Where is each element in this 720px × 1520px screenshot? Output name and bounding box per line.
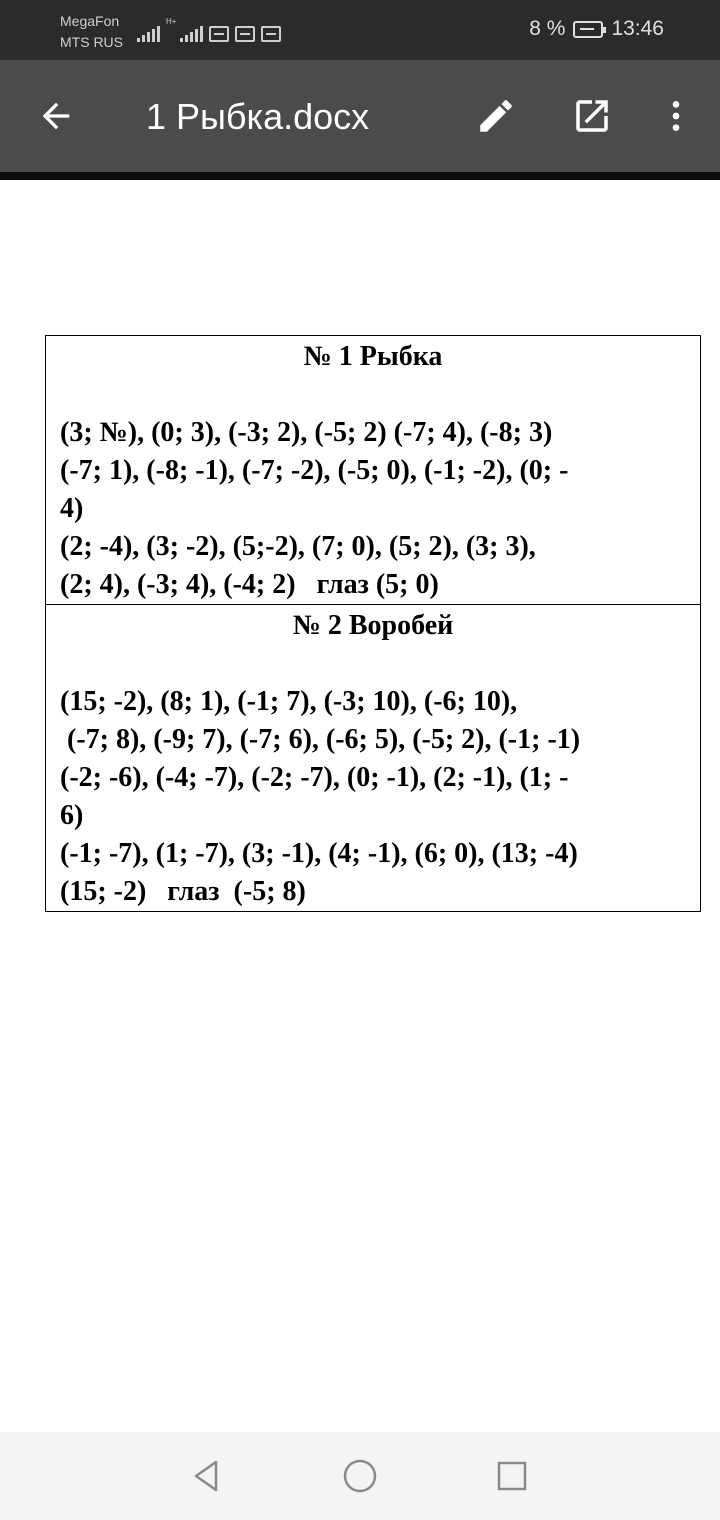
section-heading: № 1 Рыбка — [303, 341, 443, 372]
open-external-button[interactable] — [564, 88, 620, 144]
table-row — [46, 605, 701, 912]
battery-percent: 8 % — [529, 17, 566, 40]
table-row — [46, 336, 701, 605]
section-fish — [46, 336, 701, 605]
coords-line: (-1; -7), (1; -7), (3; -1), (4; -1), (6; 0), (13; -4) — [60, 838, 578, 869]
square-recents-icon — [494, 1458, 530, 1494]
carrier-info — [60, 11, 123, 53]
signal-2-icon — [180, 24, 203, 42]
coords-line: 4) — [60, 493, 84, 524]
coords-line: (2; 4), (-3; 4), (-4; 2) глаз (5; 0) — [60, 569, 439, 600]
more-options-button[interactable] — [648, 88, 704, 144]
document-table — [45, 335, 701, 912]
back-button[interactable] — [28, 88, 84, 144]
gallery-icon — [235, 26, 255, 42]
edit-button[interactable] — [468, 88, 524, 144]
arrow-back-icon — [36, 96, 76, 136]
hplus-icon: H+ — [166, 17, 177, 26]
status-right — [529, 17, 664, 41]
more-vert-icon — [656, 96, 696, 136]
coords-line: (15; -2) глаз (-5; 8) — [60, 876, 306, 907]
circle-home-icon — [342, 1458, 378, 1494]
coords-line: (-7; 1), (-8; -1), (-7; -2), (-5; 0), (-1; -2), (0; - — [60, 455, 569, 486]
coords-line: 6) — [60, 800, 84, 831]
open-in-new-icon — [571, 95, 613, 137]
section-heading: № 2 Воробей — [292, 610, 454, 641]
coords-line: (3; №), (0; 3), (-3; 2), (-5; 2) (-7; 4), (-8; 3) — [60, 417, 553, 448]
nav-recents-button[interactable] — [488, 1452, 536, 1500]
nav-back-button[interactable] — [182, 1452, 230, 1500]
clock: 13:46 — [611, 17, 664, 40]
nav-home-button[interactable] — [336, 1452, 384, 1500]
carrier-name-2: MTS RUS — [60, 34, 123, 50]
coords-line: (-2; -6), (-4; -7), (-2; -7), (0; -1), (2; -1), (1; - — [60, 762, 569, 793]
coords-line: (15; -2), (8; 1), (-1; 7), (-3; 10), (-6; 10), — [60, 686, 518, 717]
battery-icon — [573, 21, 603, 38]
status-bar — [0, 0, 720, 60]
triangle-back-icon — [188, 1458, 224, 1494]
mail-icon — [209, 26, 229, 42]
app-bar — [0, 60, 720, 172]
document-title: 1 Рыбка.docx — [146, 96, 370, 137]
section-sparrow — [46, 605, 701, 912]
signal-1-icon — [137, 24, 160, 42]
pencil-icon — [475, 95, 517, 137]
app-bar-divider — [0, 172, 720, 180]
coords-line: (-7; 8), (-9; 7), (-7; 6), (-6; 5), (-5; 2), (-1; -1) — [60, 724, 581, 755]
coords-line: (2; -4), (3; -2), (5;-2), (7; 0), (5; 2), (3; 3), — [60, 531, 536, 562]
notification-icon — [261, 26, 281, 42]
carrier-name-1: MegaFon — [60, 13, 120, 29]
system-icons — [137, 18, 281, 42]
navigation-bar — [0, 1432, 720, 1520]
